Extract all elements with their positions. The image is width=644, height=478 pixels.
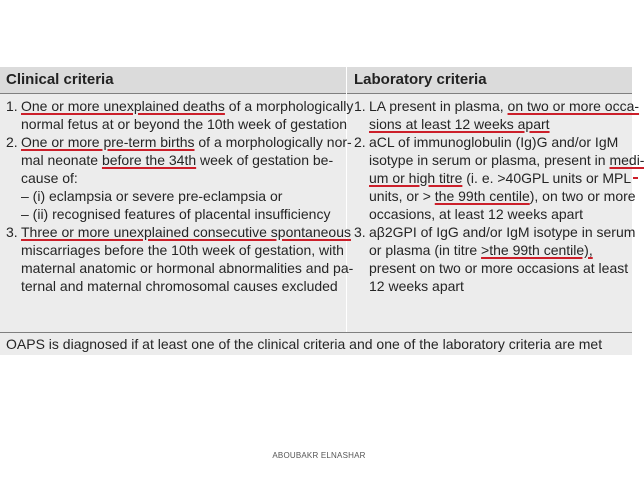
laboratory-criterion-text: LA present in plasma, [369,98,508,114]
laboratory-criterion-text: aβ2GPI of IgG and/or IgM isotype in serum [369,224,636,240]
clinical-criteria-heading: Clinical criteria [6,71,114,88]
table-footer-row [0,332,632,355]
laboratory-criteria-heading: Laboratory criteria [354,71,487,88]
laboratory-criteria-column [354,97,644,295]
clinical-criterion-text: of a morphologically nor- [194,134,352,150]
laboratory-criterion-text: (i. e. >40GPL units or MPL [462,170,632,186]
clinical-criterion-text: of a morphologically [224,98,354,114]
laboratory-criterion-line [354,169,630,187]
clinical-criterion-text: ternal and maternal chromosomal causes excluded [21,278,338,294]
laboratory-criterion-text: units, or > [369,188,435,204]
laboratory-criterion-underlined-phrase: sions at least 12 weeks apart [369,116,550,132]
apl-criteria-table [0,67,644,354]
table-header-row [0,67,632,94]
laboratory-criterion-text: or plasma (in titre [369,242,482,258]
laboratory-criterion-line [354,205,630,223]
laboratory-criterion-text: present on two or more occasions at least [369,260,629,276]
laboratory-criterion-line [354,241,630,259]
laboratory-criterion-2 [354,133,644,223]
laboratory-criterion-number: 3. [354,224,366,240]
laboratory-criterion-underlined-phrase: medi- [609,152,644,168]
laboratory-criterion-text: ), on two or more [529,188,636,204]
laboratory-criterion-underlined-phrase: >the 99th centile), [481,242,593,258]
clinical-criterion-line [6,169,340,187]
clinical-criterion-number: 2. [6,134,18,150]
laboratory-criterion-underlined-phrase: the 99th centile [434,188,530,204]
clinical-criterion-text: normal fetus at or beyond the 10th week of gestation [21,116,348,132]
clinical-criterion-underlined-phrase: One or more pre-term births [21,134,195,150]
clinical-criterion-text: maternal anatomic or hormonal abnormalities and pa- [21,260,354,276]
laboratory-criterion-text: 12 weeks apart [369,278,464,294]
clinical-criteria-column [6,97,354,295]
laboratory-criterion-text: isotype in serum or plasma, present in [369,152,610,168]
clinical-criterion-text: – (ii) recognised features of placental insufficiency [21,206,331,222]
clinical-criterion-line [6,205,340,223]
laboratory-criterion-number: 1. [354,98,366,114]
clinical-criterion-underlined-phrase: before the 34th [101,152,197,168]
author-credit: ABOUBAKR ELNASHAR [272,451,366,460]
clinical-criterion-number: 3. [6,224,18,240]
clinical-criterion-line [6,259,354,277]
clinical-criterion-line [6,187,340,205]
clinical-criterion-line [6,97,354,115]
laboratory-criterion-underlined-phrase: on two or more occa- [507,98,640,114]
laboratory-criterion-3 [354,223,636,295]
clinical-criterion-text: cause of: [21,170,78,186]
laboratory-criterion-line [354,223,636,241]
laboratory-criterion-text: occasions, at least 12 weeks apart [369,206,584,222]
clinical-criterion-underlined-phrase: Three or more unexplained consecutive spontaneous [21,224,351,240]
clinical-criterion-2 [6,133,352,223]
red-underline-continuation [633,177,638,179]
laboratory-criterion-1 [354,97,640,133]
clinical-criterion-line [6,241,344,259]
laboratory-criterion-line [354,133,630,151]
clinical-criterion-1 [6,97,354,133]
laboratory-criterion-text: aCL of immunoglobulin (Ig)G and/or IgM [369,134,619,150]
clinical-criterion-number: 1. [6,98,18,114]
laboratory-criterion-line [354,187,636,205]
laboratory-criterion-number: 2. [354,134,366,150]
laboratory-criterion-underlined-phrase: um or high titre [369,170,463,186]
laboratory-criterion-line [354,277,630,295]
laboratory-criterion-line [354,97,640,115]
header-column-divider [346,67,347,93]
clinical-criterion-line [6,277,340,295]
clinical-criterion-text: week of gestation be- [196,152,334,168]
clinical-criterion-line [6,223,351,241]
clinical-criterion-line [6,115,348,133]
diagnosis-footnote: OAPS is diagnosed if at least one of the clinical criteria and one of the laboratory criteria are met [6,336,603,352]
laboratory-criterion-line [354,259,630,277]
clinical-criterion-text: miscarriages before the 10th week of gestation, with [21,242,344,258]
clinical-criterion-line [6,133,352,151]
clinical-criterion-text: mal neonate [21,152,102,168]
laboratory-criterion-line [354,151,644,169]
clinical-criterion-text: – (i) eclampsia or severe pre-eclampsia or [21,188,283,204]
laboratory-criterion-line [354,115,630,133]
clinical-criterion-underlined-phrase: One or more unexplained deaths [21,98,225,114]
clinical-criterion-line [6,151,340,169]
clinical-criterion-3 [6,223,354,295]
